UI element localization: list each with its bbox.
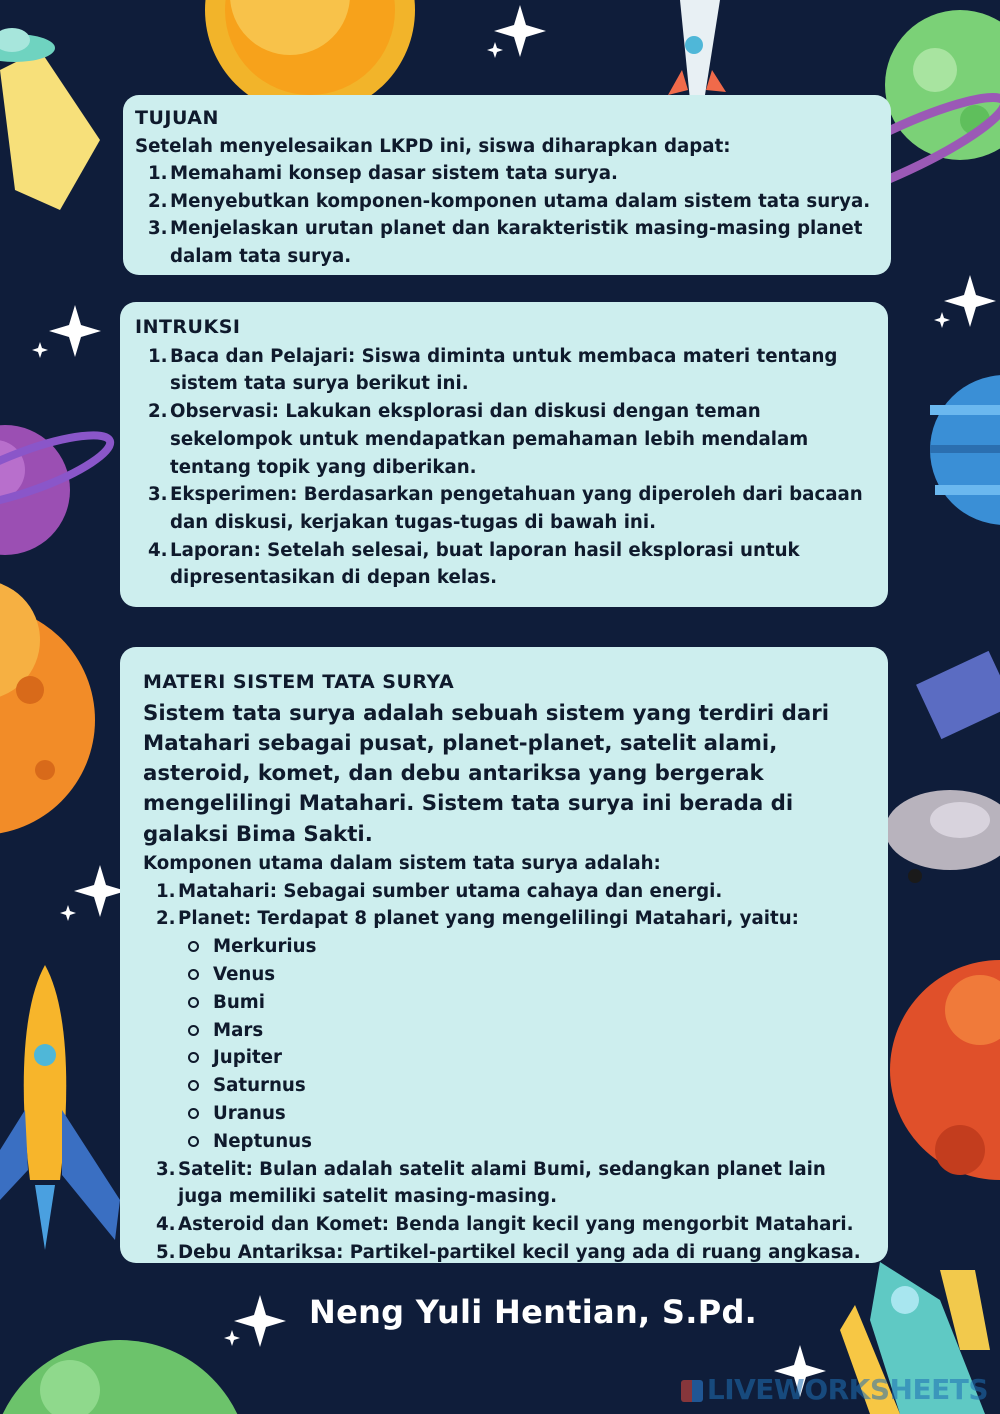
planet-item: [178, 1072, 868, 1100]
instruksi-card: [120, 302, 888, 607]
bullet-circle-icon: [188, 997, 199, 1008]
list-item: [156, 1211, 868, 1239]
list-number: 3.: [148, 484, 168, 506]
list-number: 4.: [156, 1214, 176, 1236]
author-name: Neng Yuli Hentian, S.Pd.: [309, 1293, 758, 1331]
components-lead: Komponen utama dalam sistem tata surya adalah:: [143, 852, 661, 874]
list-item: [148, 537, 873, 592]
planet-name: Bumi: [213, 991, 265, 1013]
bullet-circle-icon: [188, 1025, 199, 1036]
list-number: 1.: [148, 163, 168, 185]
bullet-circle-icon: [188, 1052, 199, 1063]
bullet-circle-icon: [188, 941, 199, 952]
planet-item: [178, 961, 868, 989]
list-item: [148, 398, 873, 481]
list-item-text: Matahari: Sebagai sumber utama cahaya dan energi.: [178, 880, 723, 902]
tujuan-card: [123, 95, 891, 275]
instruksi-list: [135, 343, 873, 592]
planet-item: [178, 1128, 868, 1156]
planet-item: [178, 1044, 868, 1072]
components-list: [143, 878, 868, 1267]
planet-item: [178, 1017, 868, 1045]
list-number: 1.: [148, 345, 168, 367]
list-item: [156, 1239, 868, 1267]
list-item: [156, 905, 868, 1155]
earth-icon: [0, 1340, 250, 1414]
planet-item: [178, 989, 868, 1017]
list-item: [156, 1156, 868, 1212]
list-item: [148, 188, 879, 216]
planet-name: Venus: [213, 964, 276, 985]
list-number: 2.: [156, 908, 176, 930]
list-item-text: Eksperimen: Berdasarkan pengetahuan yang diperoleh dari bacaan dan diskusi, kerjakan tugas-tugas di bawah ini.: [170, 484, 863, 533]
list-number: 1.: [156, 880, 176, 902]
list-item: [156, 878, 868, 906]
rocket-icon: [0, 965, 120, 1250]
watermark: [681, 1373, 988, 1406]
bullet-circle-icon: [188, 1080, 199, 1091]
list-item-text: Menjelaskan urutan planet dan karakteristik masing-masing planet dalam tata surya.: [170, 218, 863, 267]
tujuan-intro: Setelah menyelesaikan LKPD ini, siswa diharapkan dapat:: [135, 135, 731, 157]
watermark-text: LIVEWORKSHEETS: [706, 1373, 988, 1406]
list-item-text: Satelit: Bulan adalah satelit alami Bumi, sedangkan planet lain juga memiliki satelit masing-masing.: [178, 1158, 826, 1208]
list-number: 5.: [156, 1241, 176, 1263]
planet-name: Mars: [213, 1019, 264, 1041]
list-item-text: Planet: Terdapat 8 planet yang mengelilingi Matahari, yaitu:: [178, 908, 799, 930]
bullet-circle-icon: [188, 1136, 199, 1147]
rocket-icon: [668, 0, 726, 100]
purple-planet-icon: [0, 422, 117, 555]
list-number: 3.: [148, 218, 168, 240]
list-item: [148, 215, 879, 270]
planet-list: [178, 933, 868, 1155]
list-item: [148, 481, 873, 536]
list-number: 2.: [148, 190, 168, 212]
list-item-text: Memahami konsep dasar sistem tata surya.: [170, 163, 618, 185]
planet-name: Merkurius: [213, 936, 317, 958]
materi-heading: MATERI SISTEM TATA SURYA: [143, 671, 455, 693]
list-item-text: Observasi: Lakukan eksplorasi dan diskusi dengan teman sekelompok untuk mendapatkan pemahaman lebih mendalam tentang topik yang diberikan.: [170, 401, 809, 478]
ufo-icon: [0, 28, 100, 210]
list-number: 4.: [148, 539, 168, 561]
list-item-text: Menyebutkan komponen-komponen utama dalam sistem tata surya.: [170, 190, 871, 212]
list-item-text: Debu Antariksa: Partikel-partikel kecil yang ada di ruang angkasa.: [178, 1241, 861, 1263]
instruksi-heading: INTRUKSI: [135, 316, 241, 338]
list-number: 2.: [148, 401, 168, 423]
list-item-text: Laporan: Setelah selesai, buat laporan hasil eksplorasi untuk dipresentasikan di depan kelas.: [170, 539, 800, 589]
bullet-circle-icon: [188, 969, 199, 980]
planet-name: Jupiter: [213, 1047, 282, 1069]
satellite-icon: [885, 651, 1000, 883]
list-number: 3.: [156, 1158, 176, 1180]
materi-card: [120, 647, 888, 1263]
planet-name: Saturnus: [213, 1075, 306, 1097]
list-item-text: Asteroid dan Komet: Benda langit kecil yang mengorbit Matahari.: [178, 1214, 854, 1236]
list-item: [148, 343, 873, 398]
planet-item: [178, 1100, 868, 1128]
red-planet-icon: [890, 960, 1000, 1180]
planet-name: Uranus: [213, 1102, 286, 1124]
orange-planet-icon: [0, 580, 95, 835]
tujuan-list: [135, 160, 879, 270]
materi-intro: Sistem tata surya adalah sebuah sistem yang terdiri dari Matahari sebagai pusat, planet-planet, satelit alami, asteroid, komet, dan debu antariksa yang bergerak mengelilingi Matahari. Sistem tata surya ini berada di galaksi Bima Sakti.: [143, 700, 830, 847]
bullet-circle-icon: [188, 1108, 199, 1119]
blue-planet-icon: [930, 375, 1000, 525]
planet-name: Neptunus: [213, 1130, 312, 1152]
planet-item: [178, 933, 868, 961]
list-item-text: Baca dan Pelajari: Siswa diminta untuk membaca materi tentang sistem tata surya berikut ini.: [170, 345, 838, 395]
list-item: [148, 160, 879, 188]
tujuan-heading: TUJUAN: [135, 107, 219, 129]
liveworksheets-logo-icon: [681, 1380, 703, 1402]
